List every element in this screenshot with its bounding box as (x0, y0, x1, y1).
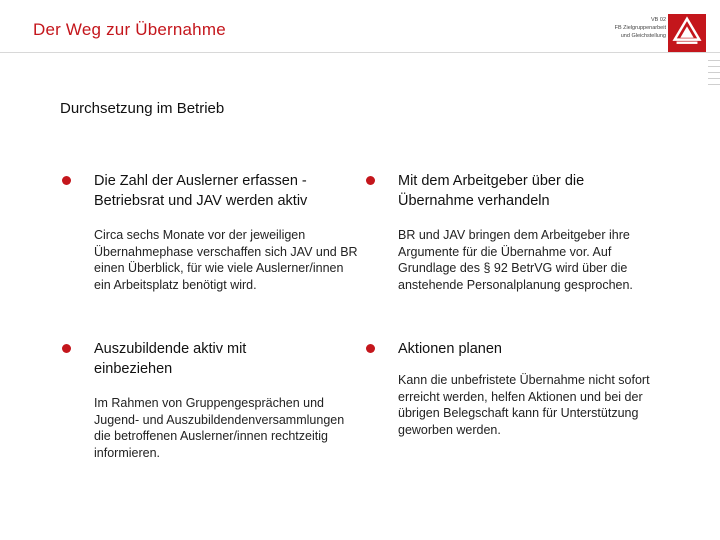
org-line-1: VB 02 (651, 17, 666, 23)
page-title: Der Weg zur Übernahme (33, 20, 226, 39)
org-line-3: und Gleichstellung (620, 33, 666, 39)
org-line-2: FB Zielgruppenarbeit (614, 25, 666, 31)
ig-metall-logo-icon (668, 14, 706, 52)
section-title: Durchsetzung im Betrieb (60, 100, 225, 117)
item-heading: Mit dem Arbeitgeber über die Übernahme verhandeln (398, 173, 585, 209)
edge-decoration (708, 60, 720, 90)
item-body: Kann die unbefristete Übernahme nicht sofort erreicht werden, helfen Aktionen und bei der übrigen Belegschaft kann für Unterstützung geworben werden. (398, 373, 650, 437)
item-heading: Aktionen planen (398, 341, 502, 357)
header-divider (0, 52, 720, 53)
org-unit-label (598, 16, 666, 40)
bullet-icon (62, 176, 71, 185)
item-heading: Auszubildende aktiv mit einbeziehen (94, 341, 247, 377)
bullet-icon (366, 176, 375, 185)
item-heading: Die Zahl der Auslerner erfassen - Betriebsrat und JAV werden aktiv (94, 173, 308, 209)
item-body: Im Rahmen von Gruppengesprächen und Jugend- und Auszubildendenversammlungen die betroffenen Auslerner/innen rechtzeitig informieren. (94, 396, 345, 460)
item-body: BR und JAV bringen dem Arbeitgeber ihre Argumente für die Übernahme vor. Auf Grundlage des § 92 BetrVG wird über die anstehende Personalplanung gesprochen. (398, 228, 633, 292)
bullet-icon (62, 344, 71, 353)
item-body: Circa sechs Monate vor der jeweiligen Übernahmephase verschaffen sich JAV und BR einen Überblick, für wie viele Auslerner/innen ein Arbeitsplatz benötigt wird. (94, 228, 358, 292)
bullet-icon (366, 344, 375, 353)
